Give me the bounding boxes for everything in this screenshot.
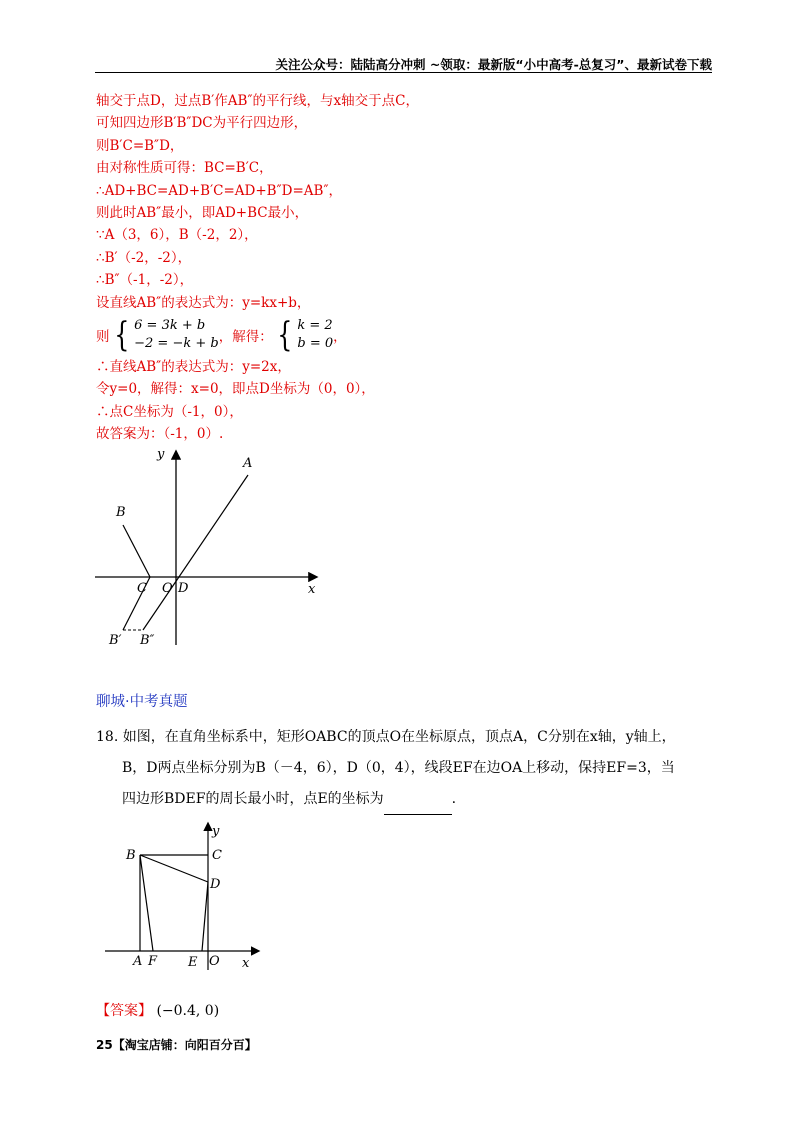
footer-text: 【淘宝店铺：向阳百分百】 [112,1038,257,1052]
label-y: y [157,447,165,462]
label-a: A [133,954,143,969]
solution-line: ∴B′（-2，-2）， [96,249,192,266]
question-line [96,784,706,815]
solution-line: 故答案为：（-1，0）. [96,426,224,443]
question-end: . [451,791,457,807]
solution-system [297,317,333,353]
label-bprime: B′ [109,633,122,648]
left-brace: { [276,314,293,355]
solution-line: 则此时AB″最小，即AD+BC最小， [96,204,309,221]
equation-2: −2 = −k + b [134,335,219,351]
solution-line: ∴直线AB″的表达式为：y=2x， [96,358,291,375]
solution-line: 轴交于点D，过点B′作AB″的平行线，与x轴交于点C， [96,93,419,109]
system-middle: ，解得： [218,328,273,345]
label-b: B [126,848,136,863]
label-x: x [308,582,316,597]
solution-line: ∴点C坐标为（-1，0）， [96,403,243,420]
section-title: 聊城·中考真题 [96,694,188,710]
segment-b-d [140,855,208,882]
label-e: E [188,955,198,970]
question-line: B，D两点坐标分别为B（－4，6），D（0，4），线段EF在边OA上移动，保持EF=3，当 [122,760,675,776]
header-divider [95,72,712,73]
result-1: k = 2 [297,317,333,333]
solution-line: 可知四边形B′B″DC为平行四边形， [96,115,308,132]
label-c: C [137,581,147,596]
left-brace: { [113,314,129,355]
solution-line: 由对称性质可得：BC=B′C， [96,160,273,177]
label-f: F [148,954,158,969]
equation-1: 6 = 3k + b [134,317,206,333]
label-x: x [242,956,250,971]
question-number: 18. [96,729,119,745]
page-number: 25 [96,1038,113,1052]
system-suffix: ， [333,328,347,345]
equation-system [134,317,219,353]
coordinate-figure-1 [90,440,330,650]
coordinate-figure-2 [100,818,270,978]
label-a: A [243,456,253,471]
solution-line: 令y=0，解得：x=0，即点D坐标为（0，0）， [96,381,375,398]
result-2: b = 0 [297,335,334,351]
solution-line: ∴AD+BC=AD+B′C=AD+B″D=AB″， [96,182,342,199]
system-prefix: 则 [96,328,110,345]
segment-b-c [123,525,150,577]
question-text: 四边形BDEF的周长最小时，点E的坐标为 [122,791,384,807]
answer-blank [384,796,452,815]
solution-line: ∵A（3，6），B（-2，2）， [96,227,258,244]
solution-line: ∴B″（-1，-2）， [96,272,194,289]
solution-line: 则B′C=B″D， [96,137,184,154]
question-line [96,722,706,753]
segment-a-bdoubleprime [143,475,248,630]
label-o: O [162,581,173,596]
label-y: y [212,824,220,839]
label-b: B [116,505,126,520]
page-header: 关注公众号：陆陆高分冲刺 ~领取：最新版“小中高考-总复习”、最新试卷下载 [275,57,712,72]
answer-line [96,1000,219,1020]
solution-line: 设直线AB″的表达式为：y=kx+b， [96,294,311,311]
equation-system-line [96,314,706,356]
label-d: D [210,877,221,892]
page-footer [96,1036,257,1053]
segment-d-e [202,882,208,951]
question-18 [96,722,706,815]
answer-tag: 【答案】 [96,1003,152,1019]
question-text: 如图，在直角坐标系中，矩形OABC的顶点O在坐标原点，顶点A，C分别在x轴，y轴上， [122,729,676,745]
segment-b-f [140,855,153,951]
answer-value: (−0.4, 0) [156,1003,220,1019]
label-o: O [209,954,220,969]
label-c: C [212,848,222,863]
label-bdoubleprime: B″ [140,633,155,648]
label-d: D [178,581,189,596]
solution-block [96,90,706,445]
